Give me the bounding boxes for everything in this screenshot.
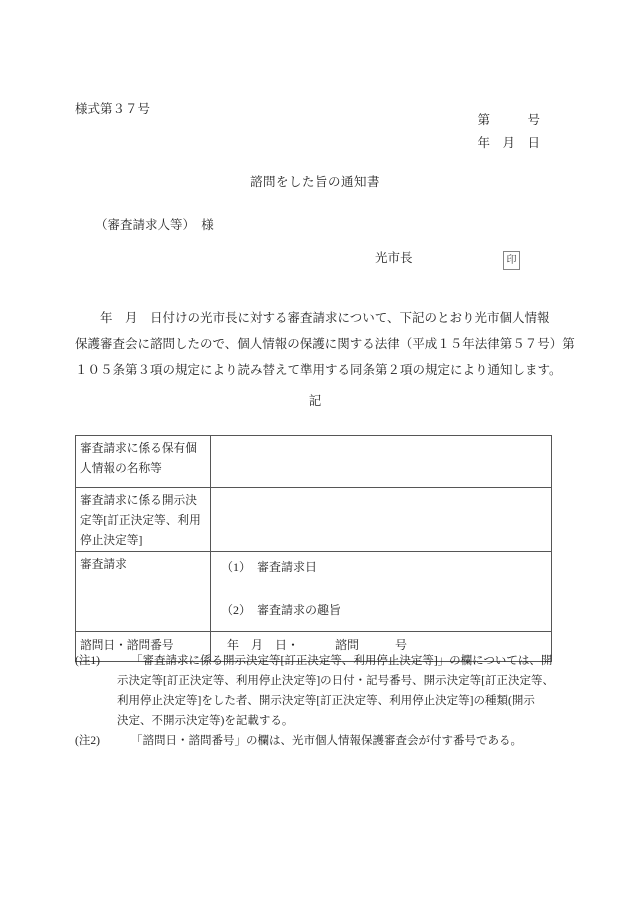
row-label: 諮問日・諮問番号 <box>76 632 211 662</box>
notification-table <box>75 435 552 662</box>
body-paragraph <box>75 305 575 383</box>
note-line: 利用停止決定等]をした者、開示決定等[訂正決定等、利用停止決定等]の種類(開示 <box>117 695 535 707</box>
row-label: 審査請求に係る開示決定等[訂正決定等、利用停止決定等] <box>76 488 211 552</box>
table-row-disclosure-decision <box>76 488 552 552</box>
note-label: (注2) <box>75 735 100 747</box>
document-title: 諮問をした旨の通知書 <box>249 175 380 189</box>
section-marker-ki: 記 <box>308 394 322 408</box>
row-value <box>211 488 552 552</box>
sender-name: 光市長 <box>375 251 413 265</box>
note-item-1 <box>75 651 580 731</box>
note-line: 示決定等[訂正決定等、利用停止決定等]の日付・記号番号、開示決定等[訂正決定等、 <box>117 675 554 687</box>
note-label: (注1) <box>75 655 100 667</box>
form-number: 様式第３７号 <box>75 102 151 116</box>
note-line: 「審査請求に係る開示決定等[訂正決定等、利用停止決定等]」の欄については、開 <box>131 655 553 667</box>
document-number-blank: 第 号 <box>477 113 540 127</box>
row-label: 審査請求に係る保有個人情報の名称等 <box>76 436 211 488</box>
table-row-review-request <box>76 552 552 632</box>
row-value <box>211 552 552 632</box>
row-value <box>211 436 552 488</box>
body-line: 年 月 日付けの光市長に対する審査請求について、下記のとおり光市個人情報 <box>75 311 550 325</box>
body-line: 保護審査会に諮問したので、個人情報の保護に関する法律（平成１５年法律第５７号）第 <box>75 337 575 351</box>
body-line: １０５条第３項の規定により読み替えて準用する同条第２項の規定により通知します。 <box>75 363 562 377</box>
footnotes <box>75 651 580 751</box>
row-value: 年 月 日・ 諮問 号 <box>211 632 552 662</box>
table-row-held-personal-info <box>76 436 552 488</box>
note-text <box>117 651 580 731</box>
note-item-2 <box>75 731 580 751</box>
row-label: 審査請求 <box>76 552 211 632</box>
addressee-line: （審査請求人等） 様 <box>95 218 214 232</box>
note-line: 決定、不開示決定等)を記載する。 <box>117 715 294 727</box>
row-value-item: （1） 審査請求日 <box>221 560 318 574</box>
note-line: 「諮問日・諮問番号」の欄は、光市個人情報保護審査会が付す番号である。 <box>131 735 522 747</box>
note-text <box>117 731 580 751</box>
row-value-item: （2） 審査請求の趣旨 <box>221 603 342 617</box>
date-blank: 年 月 日 <box>477 136 540 150</box>
seal-stamp-box: 印 <box>503 251 520 270</box>
